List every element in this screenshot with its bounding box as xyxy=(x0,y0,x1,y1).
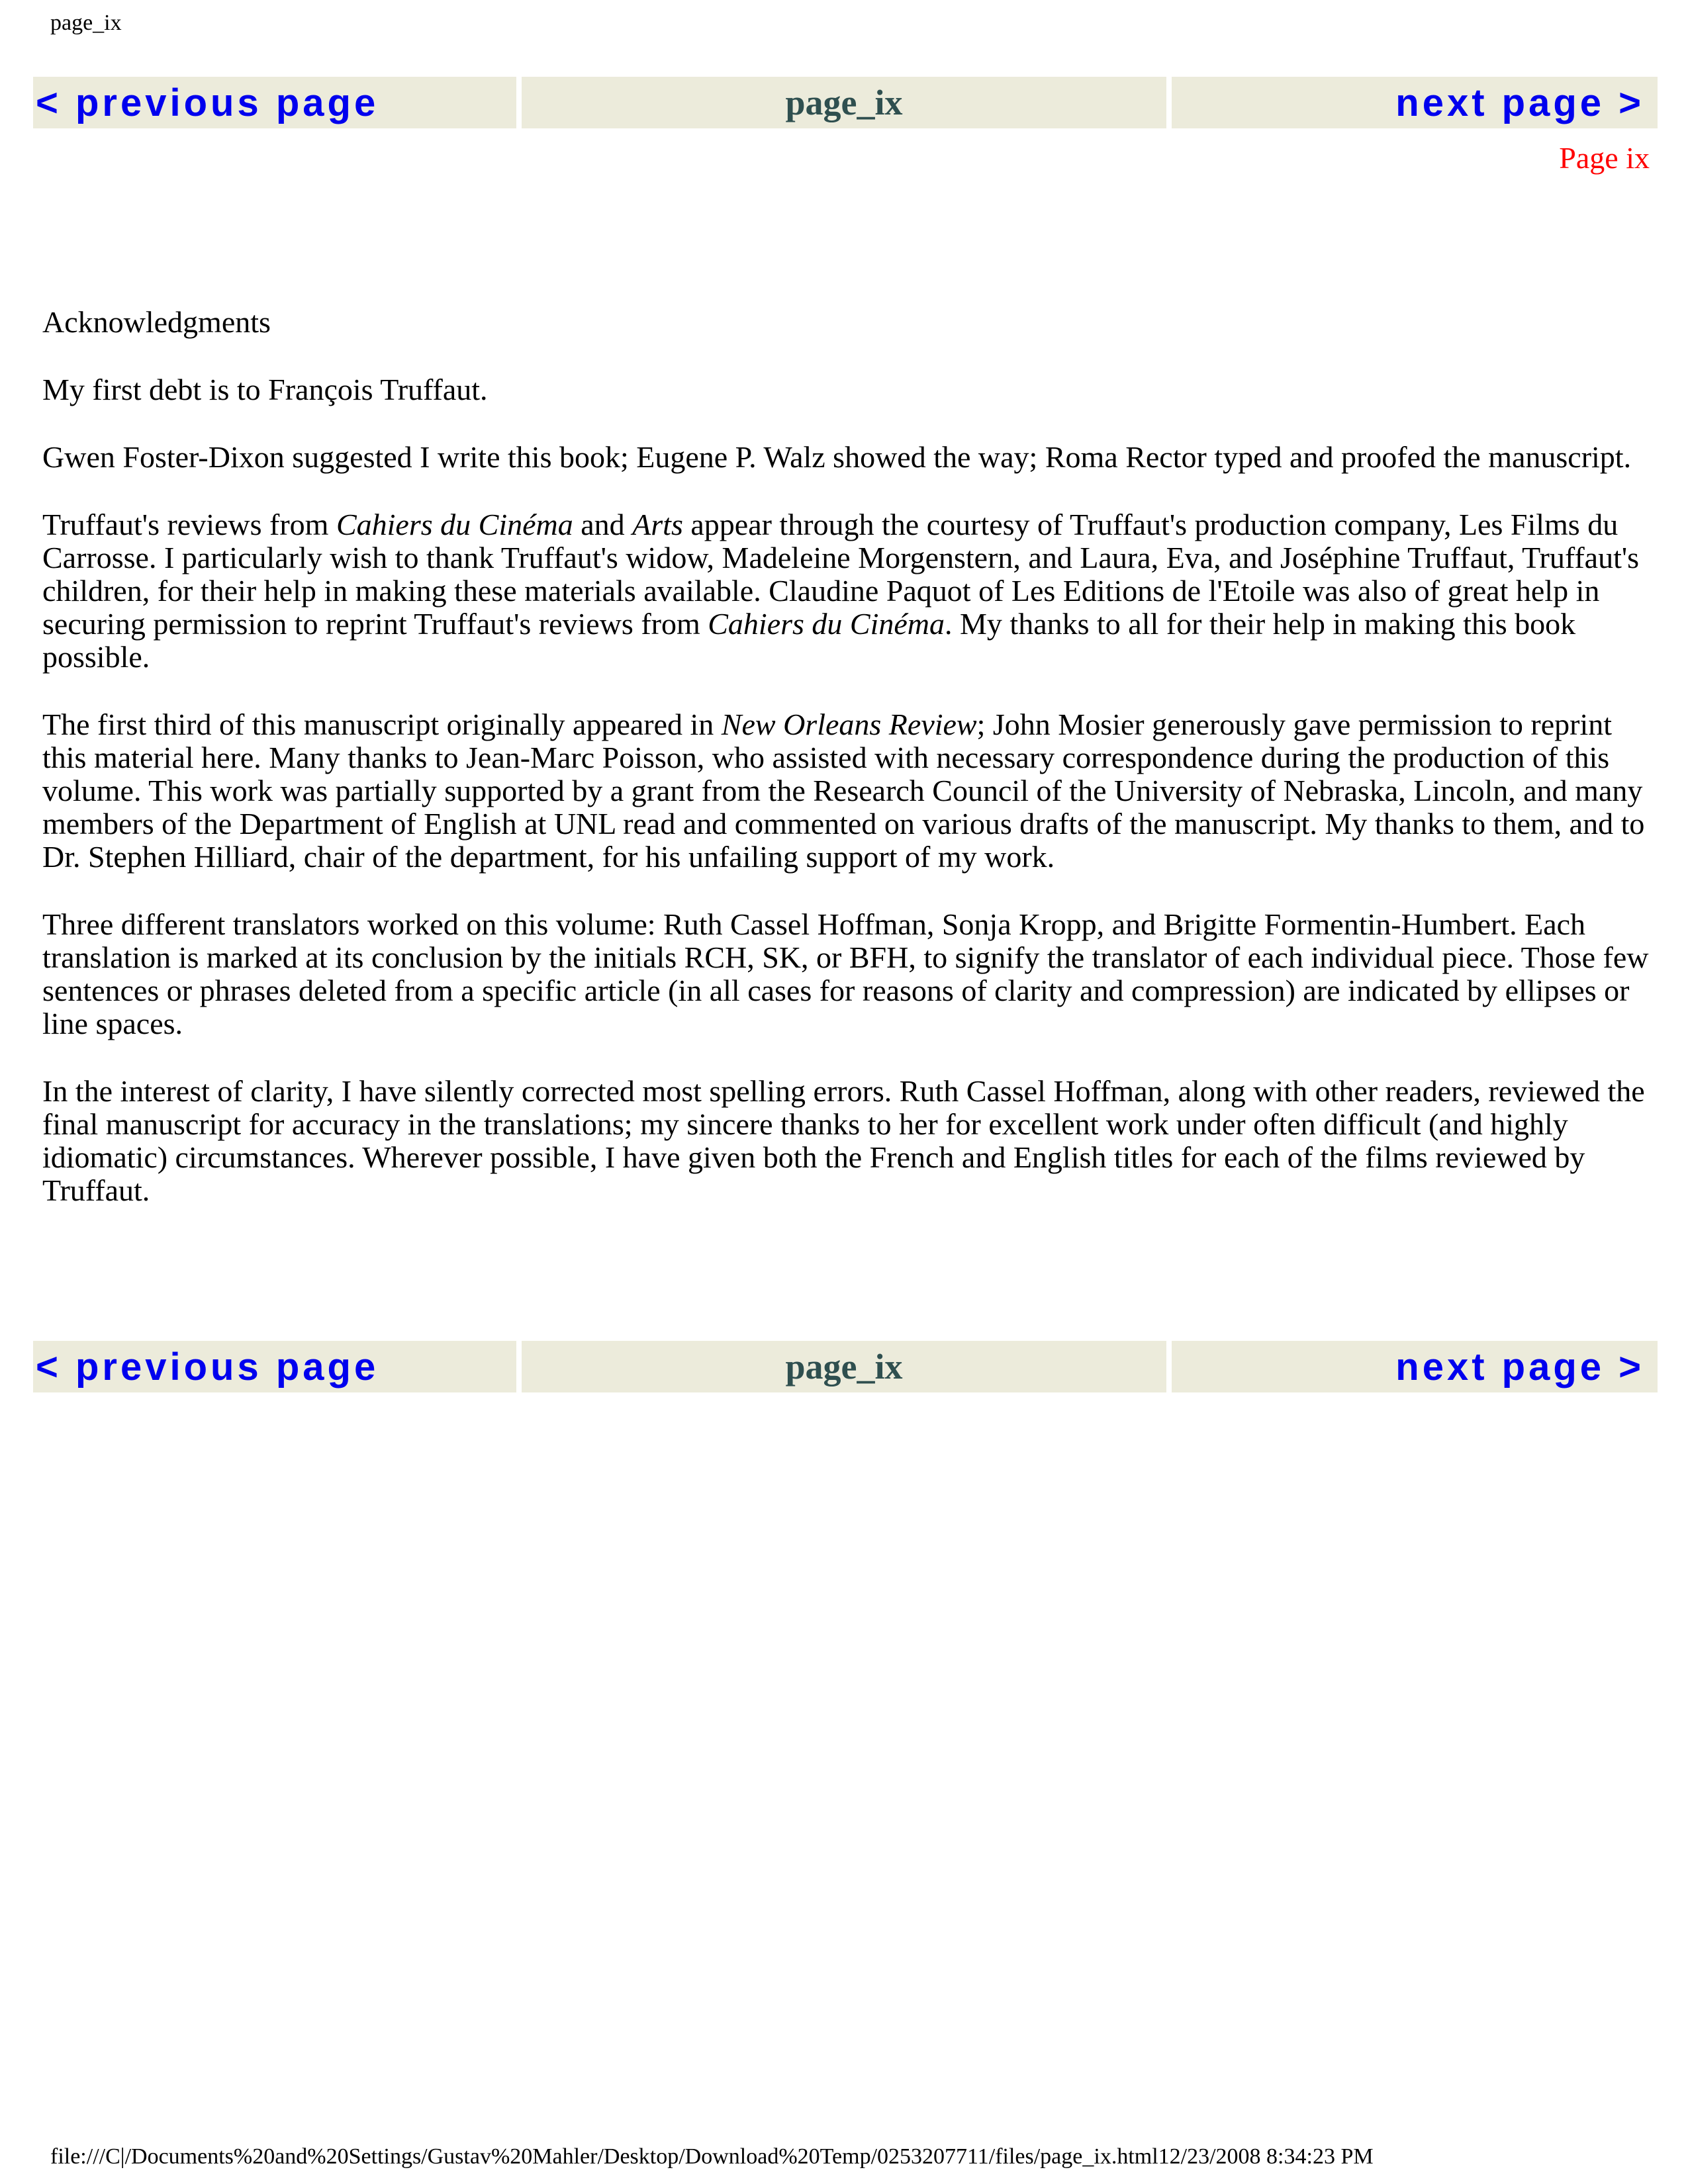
paragraph-text: . My thanks to all for their help in making this book possible. xyxy=(42,607,1576,674)
paragraph-text: ; John Mosier generously gave permission to reprint this material here. Many thanks to Jean-Marc Poisson, who assisted with necessary correspondence during the production of this volume. This work was partially supported by a grant from the Research Council of the University of Nebraska, Lincoln, and many members of the Department of English at UNL read and commented on various drafts of the manuscript. My thanks to them, and to Dr. Stephen Hilliard, chair of the department, for his unfailing support of my work. xyxy=(42,707,1645,874)
journal-title: Cahiers du Cinéma xyxy=(708,607,945,641)
print-footer-url: file:///C|/Documents%20and%20Settings/Gustav%20Mahler/Desktop/Download%20Temp/0253207711/files/page_ix.html12/23/2008 8:34:23 PM xyxy=(50,2144,1374,2169)
page-title-cell xyxy=(522,1341,1166,1392)
page-title: page_ix xyxy=(785,83,903,122)
next-page-link[interactable]: next page > xyxy=(1395,1345,1644,1388)
paragraph-book-origin: Gwen Foster-Dixon suggested I write this book; Eugene P. Walz showed the way; Roma Rector typed and proofed the manuscript. xyxy=(42,440,1632,474)
acknowledgments-content xyxy=(42,306,1651,1242)
paragraph-text: Truffaut's reviews from xyxy=(42,508,336,541)
next-page-link[interactable]: next page > xyxy=(1395,81,1644,124)
previous-page-link[interactable]: < previous page xyxy=(36,1345,379,1388)
journal-title: Cahiers du Cinéma xyxy=(336,508,573,541)
page-number-marker: Page ix xyxy=(1559,141,1650,175)
previous-page-cell xyxy=(33,77,516,128)
paragraph-translators: Three different translators worked on this volume: Ruth Cassel Hoffman, Sonja Kropp, and Brigitte Formentin-Humbert. Each translation is marked at its conclusion by the initials RCH, SK, or BFH, to signify the translator of each individual piece. Those few sentences or phrases deleted from a specific article (in all cases for reasons of clarity and compression) are indicated by ellipses or line spaces. xyxy=(42,907,1649,1040)
acknowledgments-heading: Acknowledgments xyxy=(42,305,271,339)
journal-title: Arts xyxy=(632,508,683,541)
previous-page-cell xyxy=(33,1341,516,1392)
paragraph-support xyxy=(42,708,1651,874)
paragraph-text: The first third of this manuscript originally appeared in xyxy=(42,707,722,741)
paragraph-text: and xyxy=(573,508,633,541)
next-page-cell xyxy=(1172,77,1658,128)
page-title-cell xyxy=(522,77,1166,128)
previous-page-link[interactable]: < previous page xyxy=(36,81,379,124)
paragraph-first-debt: My first debt is to François Truffaut. xyxy=(42,373,488,406)
top-navigation-bar xyxy=(33,77,1658,128)
bottom-navigation-bar xyxy=(33,1341,1658,1392)
page-title: page_ix xyxy=(785,1347,903,1387)
next-page-cell xyxy=(1172,1341,1658,1392)
paragraph-text: appear through the courtesy of Truffaut's production company, Les Films du Carrosse. I particularly wish to thank Truffaut's widow, Madeleine Morgenstern, and Laura, Eva, and Joséphine Truffaut, Truffaut's children, for their help in making these materials available. Claudine Paquot of Les Editions de l'Etoile was also of great help in securing permission to reprint Truffaut's reviews from xyxy=(42,508,1640,641)
paragraph-permissions xyxy=(42,508,1651,674)
print-header: page_ix xyxy=(50,11,122,35)
journal-title: New Orleans Review xyxy=(721,707,977,741)
paragraph-corrections: In the interest of clarity, I have silently corrected most spelling errors. Ruth Cassel Hoffman, along with other readers, reviewed the final manuscript for accuracy in the translations; my sincere thanks to her for excellent work under often difficult (and highly idiomatic) circumstances. Wherever possible, I have given both the French and English titles for each of the films reviewed by Truffaut. xyxy=(42,1074,1645,1207)
